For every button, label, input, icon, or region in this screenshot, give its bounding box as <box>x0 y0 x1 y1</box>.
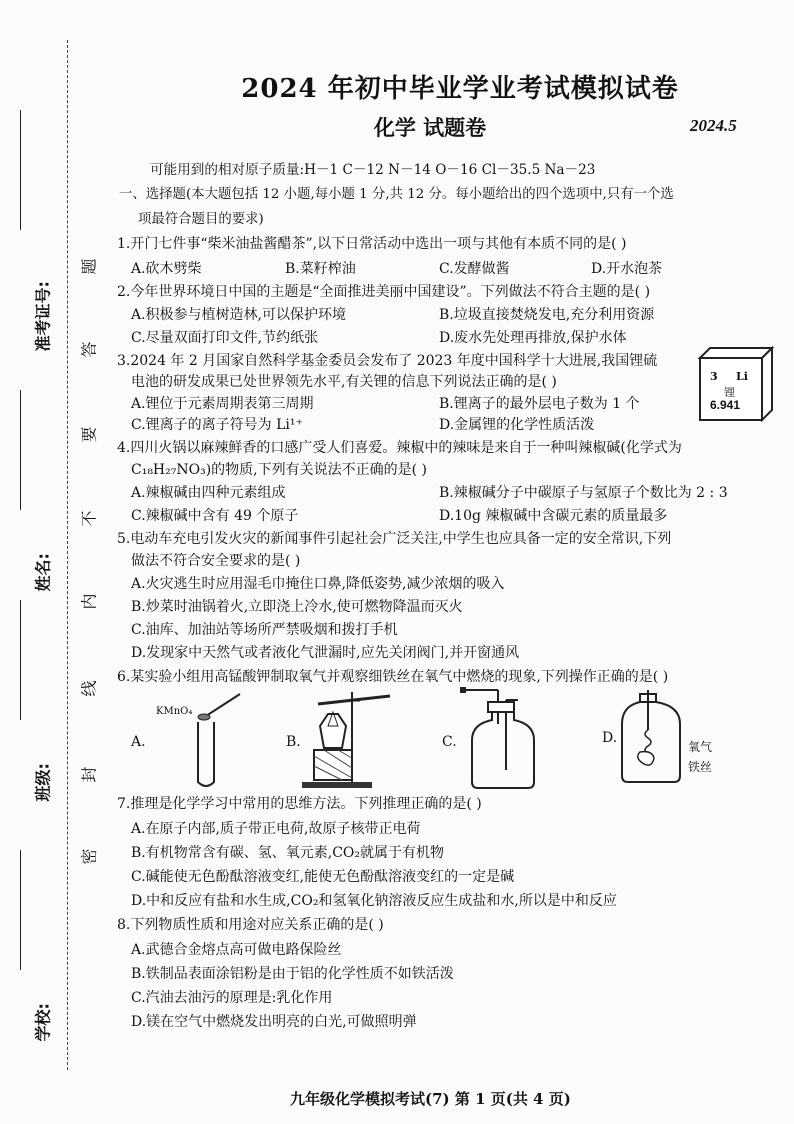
q7-option-b[interactable]: B.有机物常含有碳、氢、氧元素,CO₂就属于有机物 <box>131 845 444 861</box>
atomic-masses: 可能用到的相对原子质量:H－1 C－12 N－14 O－16 Cl－35.5 Na－23 <box>150 162 596 178</box>
binding-margin <box>0 0 120 1124</box>
q3-option-a[interactable]: A.锂位于元素周期表第三周期 <box>131 396 314 412</box>
lithium-symbol: Li <box>736 370 748 383</box>
lithium-element-card <box>696 344 776 424</box>
exam-date: 2024.5 <box>690 116 737 135</box>
iron-combustion-diagram <box>618 690 688 786</box>
seal-char-6: 线 <box>79 680 99 697</box>
q8-option-d[interactable]: D.镁在空气中燃烧发出明亮的白光,可做照明弹 <box>131 1014 417 1030</box>
gas-collection-bottle-diagram <box>458 684 548 790</box>
q5-stem-line1: 5.电动车充电引发火灾的新闻事件引起社会广泛关注,中学生也应具备一定的安全常识,下列 <box>117 531 672 547</box>
seal-dashed-line <box>67 40 68 1070</box>
seal-char-2: 答 <box>79 341 99 358</box>
page-footer: 九年级化学模拟考试(7) 第 1 页(共 4 页) <box>290 1090 571 1108</box>
seal-char-8: 密 <box>79 848 99 865</box>
q6-option-b[interactable]: B. <box>286 734 301 750</box>
q4-option-c[interactable]: C.辣椒碱中含有 49 个原子 <box>131 508 299 524</box>
q1-option-b[interactable]: B.菜籽榨油 <box>285 261 356 277</box>
q4-option-d[interactable]: D.10g 辣椒碱中含碳元素的质量最多 <box>439 508 668 524</box>
lithium-atomic-mass: 6.941 <box>710 398 741 412</box>
q6-option-a[interactable]: A. <box>131 734 146 750</box>
q8-stem: 8.下列物质性质和用途对应关系正确的是( ) <box>117 917 384 933</box>
q1-option-c[interactable]: C.发酵做酱 <box>439 261 510 277</box>
q7-option-a[interactable]: A.在原子内部,质子带正电荷,故原子核带正电荷 <box>131 821 421 837</box>
q6-option-d[interactable]: D. <box>602 730 618 746</box>
q6-option-c[interactable]: C. <box>442 734 457 750</box>
q7-option-c[interactable]: C.碱能使无色酚酞溶液变红,能使无色酚酞溶液变红的一定是碱 <box>131 869 515 885</box>
seal-char-4: 不 <box>79 510 99 527</box>
student-name-label: 姓名: <box>22 390 62 620</box>
lithium-atomic-number: 3 <box>710 370 718 383</box>
q4-option-a[interactable]: A.辣椒碱由四种元素组成 <box>131 485 286 501</box>
q2-option-b[interactable]: B.垃圾直接焚烧发电,充分利用资源 <box>439 307 655 323</box>
oxygen-label: 氧气 <box>688 740 713 754</box>
class-label: 班级: <box>22 600 62 830</box>
q5-stem-line2: 做法不符合安全要求的是( ) <box>131 553 301 569</box>
exam-title: 2024 年初中毕业学业考试模拟试卷 <box>241 74 679 104</box>
seal-char-3: 要 <box>79 426 99 443</box>
q2-option-c[interactable]: C.尽量双面打印文件,节约纸张 <box>131 330 319 346</box>
q2-option-a[interactable]: A.积极参与植树造林,可以保护环境 <box>131 307 347 323</box>
seal-char-7: 封 <box>79 766 99 783</box>
exam-number-label: 准考证号: <box>22 110 62 370</box>
q1-stem: 1.开门七件事“柴米油盐酱醋茶”,以下日常活动中选出一项与其他有本质不同的是( ) <box>117 236 627 252</box>
q7-stem: 7.推理是化学学习中常用的思维方法。下列推理正确的是( ) <box>117 796 482 812</box>
school-label: 学校: <box>22 850 62 1080</box>
q5-option-b[interactable]: B.炒菜时油锅着火,立即浇上冷水,使可燃物降温而灭火 <box>131 599 463 615</box>
q3-stem-line2: 电池的研发成果已处世界领先水平,有关锂的信息下列说法正确的是( ) <box>131 374 557 390</box>
lithium-name: 锂 <box>724 386 735 399</box>
iron-wire-label: 铁丝 <box>688 760 713 774</box>
seal-char-1: 题 <box>79 258 99 275</box>
kmno4-label: KMnO₄ <box>156 706 193 717</box>
q3-option-d[interactable]: D.金属锂的化学性质活泼 <box>439 417 595 433</box>
q6-stem: 6.某实验小组用高锰酸钾制取氧气并观察细铁丝在氧气中燃烧的现象,下列操作正确的是( ) <box>117 669 669 685</box>
section-heading-line2: 项最符合题目的要求) <box>138 212 264 227</box>
exam-subtitle: 化学 试题卷 <box>373 115 487 140</box>
test-tube-spoon-diagram <box>180 690 260 790</box>
seal-char-5: 内 <box>79 593 99 610</box>
q8-option-c[interactable]: C.汽油去油污的原理是:乳化作用 <box>131 990 333 1006</box>
q2-option-d[interactable]: D.废水先处理再排放,保护水体 <box>439 330 627 346</box>
q8-option-b[interactable]: B.铁制品表面涂铝粉是由于铝的化学性质不如铁活泼 <box>131 966 454 982</box>
q7-option-d[interactable]: D.中和反应有盐和水生成,CO₂和氢氧化钠溶液反应生成盐和水,所以是中和反应 <box>131 893 617 909</box>
section-heading-line1: 一、选择题(本大题包括 12 小题,每小题 1 分,共 12 分。每小题给出的四个选项中,只有一个选 <box>119 187 674 202</box>
q5-option-a[interactable]: A.火灾逃生时应用湿毛巾掩住口鼻,降低姿势,减少浓烟的吸入 <box>131 576 505 592</box>
heating-apparatus-diagram <box>298 686 398 790</box>
q4-stem-line1: 4.四川火锅以麻辣鲜香的口感广受人们喜爱。辣椒中的辣味是来自于一种叫辣椒碱(化学式为 <box>117 440 682 456</box>
q1-option-a[interactable]: A.砍木劈柴 <box>131 261 202 277</box>
q3-stem-line1: 3.2024 年 2 月国家自然科学基金委员会发布了 2023 年度中国科学十大进展,我国锂硫 <box>117 353 658 369</box>
q5-option-d[interactable]: D.发现家中天然气或者液化气泄漏时,应先关闭阀门,并开窗通风 <box>131 645 520 661</box>
q4-option-b[interactable]: B.辣椒碱分子中碳原子与氢原子个数比为 2 : 3 <box>439 485 728 501</box>
q2-stem: 2.今年世界环境日中国的主题是“全面推进美丽中国建设”。下列做法不符合主题的是( ) <box>117 284 651 300</box>
q1-option-d[interactable]: D.开水泡茶 <box>591 261 663 277</box>
q4-stem-line2: C₁₈H₂₇NO₃)的物质,下列有关说法不正确的是( ) <box>131 462 427 478</box>
q5-option-c[interactable]: C.油库、加油站等场所严禁吸烟和拨打手机 <box>131 622 398 638</box>
q3-option-b[interactable]: B.锂离子的最外层电子数为 1 个 <box>439 396 640 412</box>
q3-option-c[interactable]: C.锂离子的离子符号为 Li¹⁺ <box>131 417 303 433</box>
q8-option-a[interactable]: A.武德合金熔点高可做电路保险丝 <box>131 942 342 958</box>
